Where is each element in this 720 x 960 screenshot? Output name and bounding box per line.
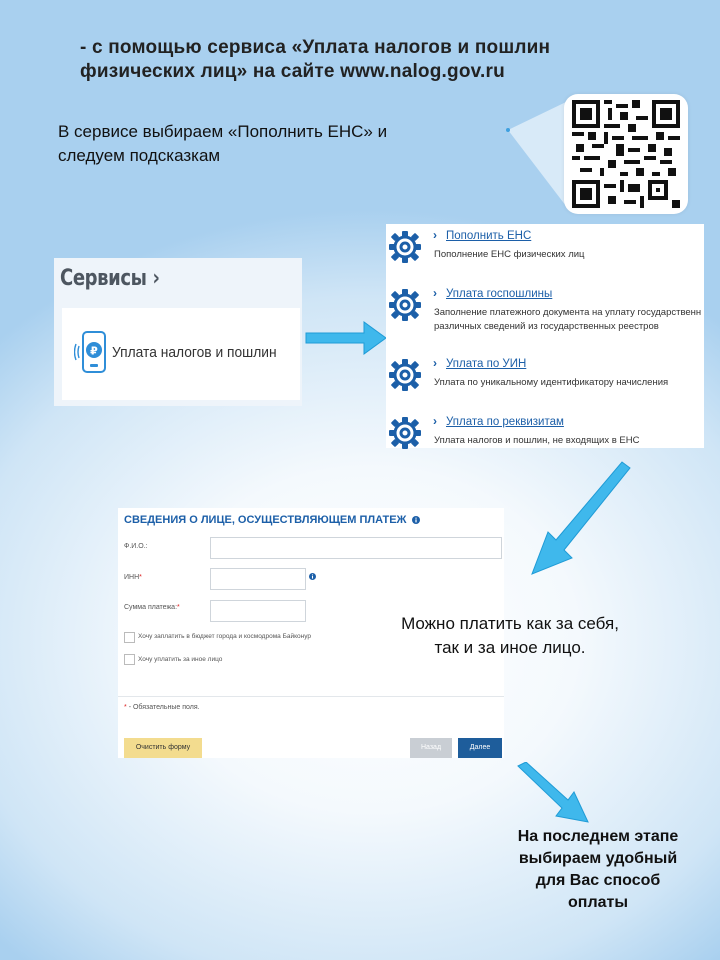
heading — [80, 36, 550, 84]
info-icon[interactable] — [309, 573, 316, 580]
service-item-by-details[interactable] — [386, 412, 704, 464]
service-item-title[interactable]: Пополнить ЕНС — [446, 230, 532, 242]
chevron-right-icon: › — [433, 228, 437, 242]
other-person-checkbox-label: Хочу уплатить за иное лицо — [138, 656, 223, 663]
chevron-right-icon: › — [433, 356, 437, 370]
service-item-replenish-ens[interactable] — [386, 226, 704, 278]
required-note-text: - Обязательные поля. — [128, 704, 200, 711]
gear-icon — [388, 288, 422, 322]
gear-icon — [388, 358, 422, 392]
qr-code-card — [564, 94, 688, 214]
next-button[interactable]: Далее — [458, 738, 502, 758]
arrow-down-left-icon — [522, 460, 634, 580]
service-item-desc — [434, 376, 704, 390]
service-item-desc-line: Пополнение ЕНС физических лиц — [434, 249, 585, 260]
required-mark: * — [124, 704, 127, 711]
final-line-3: для Вас способ — [535, 872, 661, 889]
final-step-text — [500, 826, 696, 914]
note-text — [370, 612, 650, 660]
required-mark: * — [177, 604, 180, 611]
required-note — [124, 704, 200, 711]
qr-code-icon — [572, 100, 680, 208]
gear-icon — [388, 416, 422, 450]
chevron-right-icon: › — [433, 414, 437, 428]
amount-label — [124, 604, 180, 611]
service-item-desc — [434, 306, 704, 334]
arrow-down-right-icon — [512, 762, 592, 826]
services-title[interactable]: Сервисы › — [60, 266, 160, 291]
arrow-right-icon — [304, 318, 390, 358]
service-item-title[interactable]: Уплата по УИН — [446, 358, 527, 370]
final-line-2: выбираем удобный — [518, 850, 678, 867]
clear-form-button[interactable]: Очистить форму — [124, 738, 202, 758]
amount-field[interactable] — [210, 600, 306, 622]
services-panel — [54, 258, 302, 406]
service-card-label: Уплата налогов и пошлин — [112, 344, 277, 361]
service-item-desc-line: различных сведений из государственных реестров — [434, 321, 659, 332]
phone-ruble-icon — [74, 330, 110, 374]
other-person-checkbox[interactable] — [124, 654, 135, 665]
back-button[interactable]: Назад — [410, 738, 452, 758]
required-mark: * — [139, 574, 142, 581]
note-line-1: Можно платить как за себя, — [401, 614, 619, 633]
note-line-2: так и за иное лицо. — [434, 638, 586, 657]
final-line-1: На последнем этапе — [517, 828, 679, 845]
svg-text:₽: ₽ — [90, 344, 98, 358]
fio-field[interactable] — [210, 537, 502, 559]
intro-text — [58, 120, 387, 168]
services-list — [386, 224, 704, 448]
service-card-tax-payment[interactable] — [62, 308, 300, 400]
service-item-desc-line: Уплата налогов и пошлин, не входящих в ЕНС — [434, 435, 640, 446]
service-item-title[interactable]: Уплата госпошлины — [446, 288, 553, 300]
service-item-title[interactable]: Уплата по реквизитам — [446, 416, 564, 428]
amount-label-text: Сумма платежа: — [124, 604, 178, 611]
inn-field[interactable] — [210, 568, 306, 590]
service-item-desc-line: Заполнение платежного документа на уплату государственн — [434, 307, 702, 318]
info-icon[interactable] — [412, 516, 420, 524]
heading-line-1: - с помощью сервиса «Уплата налогов и пошлин — [80, 37, 551, 58]
heading-line-2: физических лиц» на сайте www.nalog.gov.ru — [80, 61, 505, 82]
baikonur-checkbox[interactable] — [124, 632, 135, 643]
form-title — [124, 514, 420, 526]
form-divider — [118, 696, 504, 697]
baikonur-checkbox-label: Хочу заплатить в бюджет города и космодрома Байконур — [138, 633, 312, 640]
fio-label: Ф.И.О.: — [124, 543, 148, 550]
inn-label-text: ИНН — [124, 574, 140, 581]
final-line-4: оплаты — [568, 894, 628, 911]
form-title-text: СВЕДЕНИЯ О ЛИЦЕ, ОСУЩЕСТВЛЯЮЩЕМ ПЛАТЕЖ — [124, 514, 407, 526]
gear-icon — [388, 230, 422, 264]
service-item-desc-line: Уплата по уникальному идентификатору начисления — [434, 377, 669, 388]
service-item-state-duty[interactable] — [386, 284, 704, 336]
service-item-uin[interactable] — [386, 354, 704, 406]
service-item-desc — [434, 248, 704, 262]
intro-line-2: следуем подсказкам — [58, 146, 221, 165]
inn-label — [124, 574, 142, 581]
intro-line-1: В сервисе выбираем «Пополнить ЕНС» и — [58, 122, 388, 141]
service-item-desc — [434, 434, 704, 448]
chevron-right-icon: › — [433, 286, 437, 300]
